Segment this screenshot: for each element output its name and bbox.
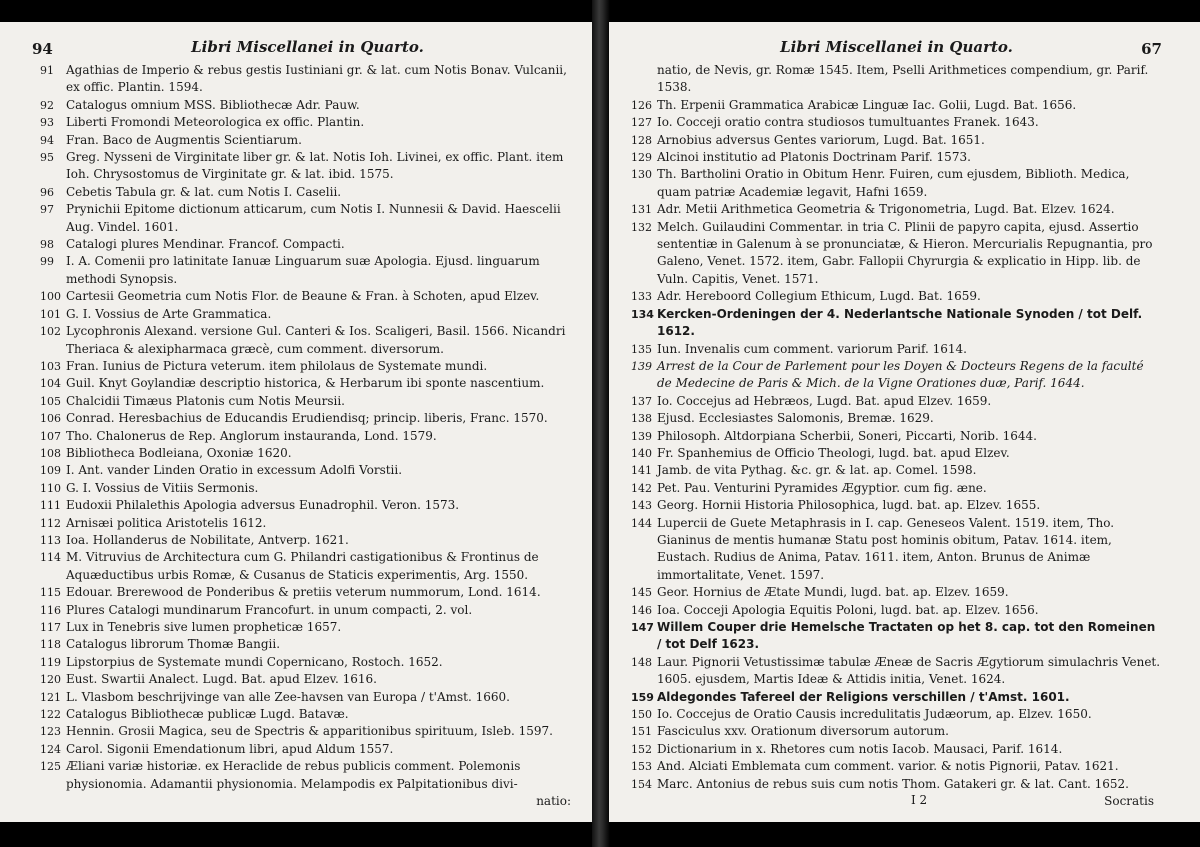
entry-number: 111 <box>40 499 61 513</box>
catalog-entry <box>40 689 575 706</box>
entry-number: 134 <box>631 307 654 321</box>
entry-text: Dictionarium in x. Rhetores cum notis Iacob. Mausaci, Parif. 1614. <box>657 741 1063 756</box>
entry-text: I. A. Comenii pro latinitate Ianuæ Linguarum suæ Apologia. Ejusd. linguarum methodi Synopsis. <box>66 254 540 286</box>
entry-number: 147 <box>631 621 654 634</box>
entry-number: 135 <box>631 342 652 356</box>
entry-text: Hennin. Grosii Magica, seu de Spectris & apparitionibus spirituum, Isleb. 1597. <box>66 724 553 739</box>
left-running-title: Libri Miscellanei in Quarto. <box>191 38 424 56</box>
entry-text: L. Vlasbom beschrijvinge van alle Zee-havsen van Europa / t'Amst. 1660. <box>66 689 510 704</box>
entry-number: 114 <box>40 551 61 565</box>
entry-text: M. Vitruvius de Architectura cum G. Philandri castigationibus & Frontinus de Aquæductibus urbis Romæ, & Cusanus de Staticis experimentis, Arg. 1550. <box>66 550 539 582</box>
entry-number: 108 <box>40 446 61 460</box>
entry-text: Lux in Tenebris sive lumen propheticæ 1657. <box>66 620 342 634</box>
entry-number: 145 <box>631 586 652 600</box>
catalog-entry <box>40 184 575 201</box>
entry-text: Catalogi plures Mendinar. Francof. Compacti. <box>66 237 345 252</box>
entry-text: Fran. Baco de Augmentis Scientiarum. <box>66 132 302 147</box>
catalog-entry <box>631 689 1162 706</box>
catalog-entry <box>631 741 1162 758</box>
catalog-entry <box>631 758 1162 775</box>
right-running-title: Libri Miscellanei in Quarto. <box>780 38 1013 56</box>
entry-number: 159 <box>631 690 654 704</box>
entry-text: Fasciculus xxv. Orationum diversorum autorum. <box>657 724 949 739</box>
catalog-entry <box>40 323 575 358</box>
catalog-entry <box>40 375 575 392</box>
catalog-entry <box>40 654 575 671</box>
catalog-entry <box>40 758 575 793</box>
entry-number: 141 <box>631 464 652 478</box>
entry-number: 139 <box>631 359 652 373</box>
catalog-entry <box>40 619 575 636</box>
catalog-entry <box>631 462 1162 479</box>
entry-number: 152 <box>631 742 652 756</box>
catalog-entry <box>40 97 575 114</box>
entry-text: Marc. Antonius de rebus suis cum notis Thom. Gatakeri gr. & lat. Cant. 1652. <box>657 776 1129 791</box>
entry-number: 110 <box>40 481 61 495</box>
catalog-entry <box>631 428 1162 445</box>
right-page-number: 67 <box>1141 40 1162 58</box>
left-page <box>0 22 593 822</box>
entry-text: Tho. Chalonerus de Rep. Anglorum instauranda, Lond. 1579. <box>66 428 437 443</box>
catalog-entry <box>631 654 1162 689</box>
entry-number: 128 <box>631 133 652 147</box>
entry-text: Willem Couper drie Hemelsche Tractaten op het 8. cap. tot den Romeinen / tot Delf 1623. <box>657 620 1156 652</box>
entry-text: Eudoxii Philalethis Apologia adversus Eunadrophil. Veron. 1573. <box>66 498 460 513</box>
entry-text: Laur. Pignorii Vetustissimæ tabulæ Æneæ de Sacris Ægytiorum simulachris Venet. 1605. ejusdem, Martis Ideæ & Attidis initia, Venet. 1624. <box>657 654 1161 687</box>
entry-text: Lycophronis Alexand. versione Gul. Canteri & Ios. Scaligeri, Basil. 1566. Nicandri Theriaca & alexipharmaca græcè, cum comment. diversorum. <box>66 324 566 356</box>
catalog-entry <box>40 253 575 288</box>
catalog-entry <box>40 706 575 723</box>
catalog-entry <box>631 410 1162 427</box>
entry-number: 138 <box>631 412 652 426</box>
entry-text: Georg. Hornii Historia Philosophica, lugd. bat. ap. Elzev. 1655. <box>657 498 1041 513</box>
entry-number: 139 <box>631 429 652 443</box>
entry-number: 150 <box>631 708 652 722</box>
catalog-entry <box>40 462 575 479</box>
entry-text: Aldegondes Tafereel der Religions verschillen / t'Amst. 1601. <box>657 689 1070 704</box>
entry-text: Arnisæi politica Aristotelis 1612. <box>66 515 267 530</box>
entry-text: Pet. Pau. Venturini Pyramides Ægyptior. cum fig. æne. <box>657 480 987 495</box>
entry-number: 105 <box>40 394 61 408</box>
entry-text: Lupercii de Guete Metaphrasis in I. cap. Geneseos Valent. 1519. item, Tho. Gianinus de mentis humanæ Statu post hominis obitum, Patav. 1614. item, Eustach. Rudius de Anima, Patav. 1611. item, Anton. Brunus de Animæ immortalitate, Venet. 1597. <box>657 515 1115 582</box>
entry-text: Io. Coccejus ad Hebræos, Lugd. Bat. apud Elzev. 1659. <box>657 393 992 408</box>
catalog-entry <box>631 166 1162 201</box>
catalog-entry <box>40 602 575 619</box>
catalog-entry <box>631 497 1162 514</box>
entry-text: Ioa. Cocceji Apologia Equitis Poloni, lugd. bat. ap. Elzev. 1656. <box>657 602 1039 617</box>
entry-text: G. I. Vossius de Arte Grammatica. <box>66 306 272 321</box>
catalog-entry <box>40 549 575 584</box>
entry-number: 137 <box>631 394 652 408</box>
entry-number: 140 <box>631 446 652 460</box>
entry-number: 107 <box>40 429 61 443</box>
entry-number: 153 <box>631 760 652 774</box>
entry-text: Iun. Invenalis cum comment. variorum Parif. 1614. <box>657 341 967 356</box>
catalog-entry <box>40 497 575 514</box>
entry-text: Arrest de la Cour de Parlement pour les Doyen & Docteurs Regens de la faculté de Medecine de Paris & Mich. de la Vigne Orationes duæ, Parif. 1644. <box>657 358 1144 391</box>
entry-text: Lipstorpius de Systemate mundi Copernicano, Rostoch. 1652. <box>66 654 443 669</box>
entry-text: Ejusd. Ecclesiastes Salomonis, Bremæ. 1629. <box>657 411 934 426</box>
entry-text: Liberti Fromondi Meteorologica ex offic. Plantin. <box>66 115 365 130</box>
signature-mark: I 2 <box>911 793 928 808</box>
entry-number: 113 <box>40 533 61 547</box>
entry-number: 127 <box>631 116 652 130</box>
entry-text: Eust. Swartii Analect. Lugd. Bat. apud Elzev. 1616. <box>66 672 377 687</box>
catalog-entry <box>631 584 1162 601</box>
entry-number: 96 <box>40 185 54 199</box>
entry-number: 125 <box>40 760 61 774</box>
entry-number: 117 <box>40 621 61 634</box>
right-footer <box>631 793 1162 811</box>
entry-number: 119 <box>40 655 61 669</box>
catalog-entry <box>631 201 1162 218</box>
catalog-entry <box>631 306 1162 341</box>
entry-number: 120 <box>40 673 61 687</box>
entry-text: Melch. Guilaudini Commentar. in tria C. Plinii de papyro capita, ejusd. Assertio sententiæ in Galenum à se pronunciatæ, & Hieron. Mercurialis Repugnantia, pro Galeno, Venet. 1572. item, Gabr. Fallopii Chyrurgia & explicatio in Hipp. lib. de Vuln. Capitis, Venet. 1571. <box>657 219 1153 286</box>
entry-number: 118 <box>40 638 61 652</box>
catalog-entry <box>40 636 575 653</box>
entry-text: Adr. Metii Arithmetica Geometria & Trigonometria, Lugd. Bat. Elzev. 1624. <box>657 202 1115 217</box>
entry-text: Adr. Hereboord Collegium Ethicum, Lugd. Bat. 1659. <box>657 289 981 304</box>
catalog-entry <box>40 306 575 323</box>
entry-text: Cebetis Tabula gr. & lat. cum Notis I. Caselii. <box>66 184 342 199</box>
entry-number: 100 <box>40 290 61 304</box>
left-page-number: 94 <box>32 40 53 58</box>
entry-number: 97 <box>40 203 54 217</box>
entry-text: Catalogus librorum Thomæ Bangii. <box>66 637 281 652</box>
catalog-entry <box>631 114 1162 131</box>
entry-number: 151 <box>631 725 652 739</box>
entry-text: Philosoph. Altdorpiana Scherbii, Soneri, Piccarti, Norib. 1644. <box>657 428 1037 443</box>
catalog-entry <box>40 393 575 410</box>
entry-number: 93 <box>40 116 54 130</box>
catalog-entry <box>40 201 575 236</box>
catalog-entry <box>631 288 1162 305</box>
entry-text: Io. Coccejus de Oratio Causis incredulitatis Judæorum, ap. Elzev. 1650. <box>657 707 1092 722</box>
entry-number: 94 <box>40 133 54 147</box>
catalog-entry <box>631 341 1162 358</box>
catalog-entry <box>40 445 575 462</box>
entry-text: Conrad. Heresbachius de Educandis Erudiendisq; princip. liberis, Franc. 1570. <box>66 411 548 426</box>
catalog-entry <box>631 149 1162 166</box>
entry-number: 132 <box>631 220 652 234</box>
entry-number: 121 <box>40 690 61 704</box>
continuation-text: natio, de Nevis, gr. Romæ 1545. Item, Pselli Arithmetices compendium, gr. Parif. 1538. <box>657 63 1149 95</box>
catalog-entry <box>40 358 575 375</box>
catalog-entry <box>40 288 575 305</box>
entry-text: Kercken-Ordeningen der 4. Nederlantsche Nationale Synoden / tot Delf. 1612. <box>657 306 1143 339</box>
entry-number: 106 <box>40 412 61 426</box>
entry-number: 112 <box>40 516 61 530</box>
catalog-entry <box>631 515 1162 585</box>
catalog-entry <box>40 671 575 688</box>
entry-text: Arnobius adversus Gentes variorum, Lugd. Bat. 1651. <box>657 132 985 147</box>
catalog-entry <box>40 149 575 184</box>
entry-number: 92 <box>40 98 54 112</box>
entry-text: Th. Bartholini Oratio in Obitum Henr. Fuiren, cum ejusdem, Biblioth. Medica, quam patriæ Academiæ legavit, Hafni 1659. <box>657 167 1130 199</box>
entry-text: Greg. Nysseni de Virginitate liber gr. & lat. Notis Ioh. Livinei, ex offic. Plant. item Ioh. Chrysostomus de Virginitate gr. & lat. ibid. 1575. <box>66 150 564 182</box>
catalog-entry <box>631 706 1162 723</box>
left-running-head <box>32 22 575 62</box>
right-entry-list <box>631 62 1162 793</box>
entry-text: Ioa. Hollanderus de Nobilitate, Antverp. 1621. <box>66 532 349 547</box>
catalog-entry <box>631 776 1162 793</box>
entry-text: Fr. Spanhemius de Officio Theologi, lugd. bat. apud Elzev. <box>657 445 1010 460</box>
entry-number: 98 <box>40 238 54 252</box>
entry-number: 99 <box>40 255 54 269</box>
entry-number: 154 <box>631 777 652 791</box>
catalog-entry <box>40 741 575 758</box>
entry-text: Cartesii Geometria cum Notis Flor. de Beaune & Fran. à Schoten, apud Elzev. <box>66 289 540 304</box>
entry-number: 124 <box>40 742 61 756</box>
entry-text: And. Alciati Emblemata cum comment. varior. & notis Pignorii, Patav. 1621. <box>657 759 1119 774</box>
catalog-entry <box>631 393 1162 410</box>
entry-number: 148 <box>631 655 652 669</box>
entry-number: 131 <box>631 203 652 217</box>
entry-number: 129 <box>631 151 652 165</box>
entry-number: 95 <box>40 151 54 165</box>
entry-text: Chalcidii Timæus Platonis cum Notis Meursii. <box>66 393 345 408</box>
entry-text: Prynichii Epitome dictionum atticarum, cum Notis I. Nunnesii & David. Haescelii Aug. Vindel. 1601. <box>66 202 561 234</box>
entry-number: 115 <box>40 586 61 600</box>
entry-text: Edouar. Brerewood de Ponderibus & pretiis veterum nummorum, Lond. 1614. <box>66 585 541 600</box>
catalog-entry <box>631 445 1162 462</box>
entry-number: 144 <box>631 516 652 530</box>
entry-text: Bibliotheca Bodleiana, Oxoniæ 1620. <box>66 445 292 460</box>
entry-text: Carol. Sigonii Emendationum libri, apud Aldum 1557. <box>66 741 394 756</box>
catalog-entry <box>631 723 1162 740</box>
entry-text: Jamb. de vita Pythag. &c. gr. & lat. ap. Comel. 1598. <box>657 463 977 478</box>
catalog-entry <box>631 97 1162 114</box>
catalog-entry <box>40 532 575 549</box>
entry-number: 101 <box>40 307 61 321</box>
entry-text: Fran. Iunius de Pictura veterum. item philolaus de Systemate mundi. <box>66 358 488 373</box>
catalog-entry <box>40 723 575 740</box>
entry-number: 116 <box>40 603 61 617</box>
right-catchword: Socratis <box>1104 794 1154 809</box>
entry-number: 142 <box>631 481 652 495</box>
entry-number: 103 <box>40 359 61 373</box>
entry-text: Catalogus omnium MSS. Bibliothecæ Adr. Pauw. <box>66 97 360 112</box>
left-entry-list <box>40 62 575 793</box>
catalog-entry <box>40 114 575 131</box>
entry-number: 91 <box>40 64 54 77</box>
catalog-entry <box>631 358 1162 393</box>
entry-number: 146 <box>631 603 652 617</box>
catalog-entry <box>40 236 575 253</box>
catalog-entry <box>40 515 575 532</box>
catalog-entry <box>40 584 575 601</box>
entry-number: 104 <box>40 377 61 391</box>
catalog-entry <box>631 619 1162 654</box>
right-running-head <box>631 22 1162 62</box>
entry-text: Æliani variæ historiæ. ex Heraclide de rebus publicis comment. Polemonis physionomia. Adamantii physionomia. Melampodis ex Palpitationibus divi- <box>66 759 521 791</box>
entry-number: 122 <box>40 708 61 722</box>
entry-text: Plures Catalogi mundinarum Francofurt. in unum compacti, 2. vol. <box>66 602 473 617</box>
catalog-entry <box>631 132 1162 149</box>
entry-number: 130 <box>631 168 652 182</box>
catalog-entry <box>40 132 575 149</box>
entry-text: Agathias de Imperio & rebus gestis Iustiniani gr. & lat. cum Notis Bonav. Vulcanii, ex offic. Plantin. 1594. <box>66 63 567 95</box>
catalog-entry <box>40 62 575 97</box>
entry-text: G. I. Vossius de Vitiis Sermonis. <box>66 480 259 495</box>
catalog-entry <box>40 428 575 445</box>
entry-text: I. Ant. vander Linden Oratio in excessum Adolfi Vorstii. <box>66 463 403 478</box>
right-page <box>609 22 1200 822</box>
entry-number: 102 <box>40 325 61 339</box>
entry-text: Io. Cocceji oratio contra studiosos tumultuantes Franek. 1643. <box>657 115 1039 130</box>
catalog-entry <box>631 602 1162 619</box>
catalog-entry <box>631 480 1162 497</box>
catalog-entry <box>40 480 575 497</box>
entry-text: Th. Erpenii Grammatica Arabicæ Linguæ Iac. Golii, Lugd. Bat. 1656. <box>657 97 1077 112</box>
entry-number: 143 <box>631 499 652 513</box>
entry-text: Alcinoi institutio ad Platonis Doctrinam Parif. 1573. <box>657 150 971 165</box>
catalog-entry <box>631 219 1162 289</box>
book-gutter <box>592 0 610 847</box>
entry-text: Geor. Hornius de Ætate Mundi, lugd. bat. ap. Elzev. 1659. <box>657 585 1009 600</box>
left-catchword: natio: <box>536 794 571 809</box>
entry-number: 123 <box>40 725 61 739</box>
entry-text: Catalogus Bibliothecæ publicæ Lugd. Batavæ. <box>66 707 349 722</box>
entry-number: 126 <box>631 98 652 112</box>
entry-text: Guil. Knyt Goylandiæ descriptio historica, & Herbarum ibi sponte nascentium. <box>66 376 545 391</box>
entry-number: 109 <box>40 464 61 478</box>
catalog-entry <box>40 410 575 427</box>
entry-number: 133 <box>631 290 652 304</box>
